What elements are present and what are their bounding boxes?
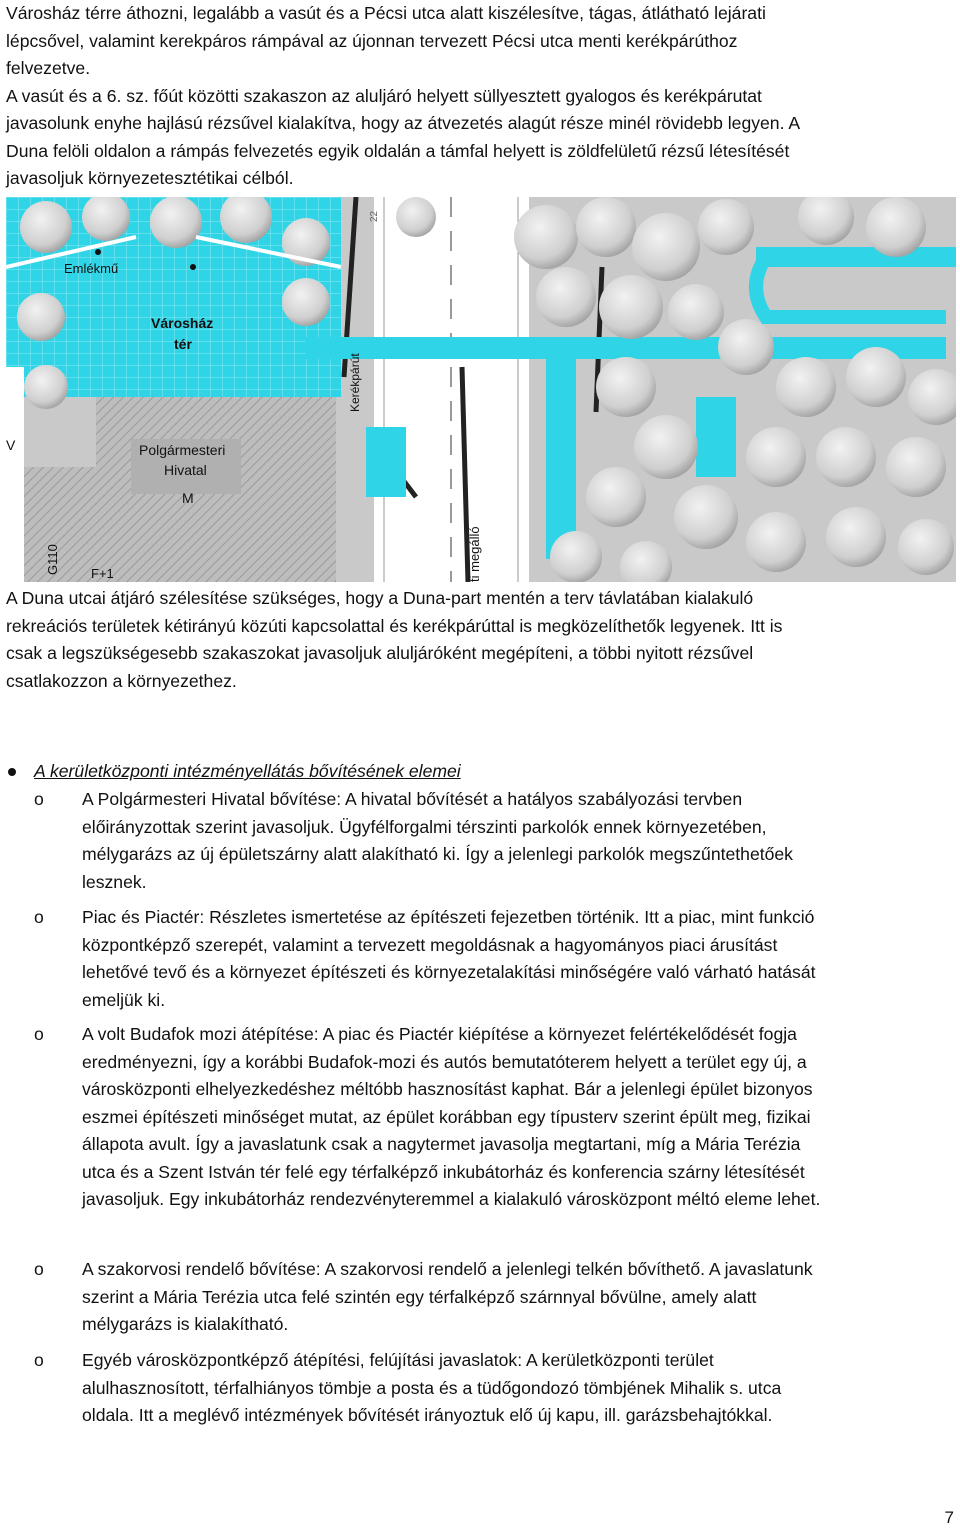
text-line: alulhasznosított, térfalhiányos tömbje a posta és a tüdőgondozó tömbjének Mihalik s. utca bbox=[82, 1377, 782, 1398]
text-line: utca és a Szent István tér felé egy térfalképző inkubátorház és konferencia szárny létesítését bbox=[82, 1161, 805, 1182]
building-code-m: M bbox=[182, 490, 194, 506]
text-line: eredményezni, így a korábbi Budafok-mozi és autós bemutatóterem helyett a terület egy új, a bbox=[82, 1051, 807, 1072]
text-line: Duna felöli oldalon a rámpás felvezetés egyik oldalán a támfal helyett is zöldfelületű rézsű létesítését bbox=[6, 140, 790, 161]
text-line: lesznek. bbox=[82, 871, 147, 892]
square-label: Városház bbox=[151, 315, 214, 331]
text-line: javasolunk enyhe hajlású rézsűvel kialakítva, hogy az átvezetés alagút része minél rövidebb legyen. A bbox=[6, 113, 801, 133]
section-heading: A kerületközponti intézményellátás bővítésének elemei bbox=[34, 761, 461, 781]
list-item-text bbox=[82, 1021, 956, 1214]
underpass-crossing bbox=[306, 337, 946, 359]
text-line: Városház térre áthozni, legalább a vasút és a Pécsi utca alatt kiszélesítve, tágas, átlátható lejárati bbox=[6, 3, 766, 23]
text-line: lehetővé tevő és a környezet építészeti és környezetalakítási minőségére való várható hatását bbox=[82, 962, 816, 982]
text-line: javasoljuk környezetesztétikai célból. bbox=[6, 168, 294, 188]
f1-label: F+1 bbox=[91, 566, 114, 581]
text-line: központképző szerepét, valamint a tervezett megoldásnak a hagyományos piaci árusítást bbox=[82, 934, 778, 955]
text-line: városközponti elhelyezkedéshez méltóbb hasznosítást kaphat. Bár a jelenlegi épület bizonyos bbox=[82, 1079, 813, 1099]
text-line: lépcsővel, valamint kerekpáros rámpával az újonnan tervezett Pécsi utca menti kerékpárúthoz bbox=[6, 30, 738, 51]
zone-v-label: V bbox=[6, 437, 16, 453]
memorial-label: Emlékmű bbox=[64, 261, 119, 276]
text-line: rekreációs területek kétirányú közúti kapcsolattal és kerékpárúttal is megközelíthetők legyenek. Itt is bbox=[6, 615, 783, 636]
small-number-label: 22 bbox=[369, 210, 380, 222]
text-line: Piac és Piactér: Részletes ismertetése az építészeti fejezetben történik. Itt a piac, mint funkció bbox=[82, 907, 815, 927]
office-label-2: Hivatal bbox=[164, 462, 207, 478]
text-line: emeljük ki. bbox=[82, 989, 166, 1010]
text-line: mélygarázs is kialakítható. bbox=[82, 1314, 289, 1334]
site-plan-drawing bbox=[6, 197, 956, 582]
g110-label: G110 bbox=[45, 544, 60, 575]
text-line: oldala. Itt a meglévő intézmények bővítését irányoztuk elő új kapu, ill. garázsbehajtókkal. bbox=[82, 1405, 773, 1425]
text-line: A vasút és a 6. sz. főút közötti szakaszon az aluljáró helyett süllyesztett gyalogos és kerékpárutat bbox=[6, 85, 762, 106]
list-item-text bbox=[82, 904, 956, 1014]
bullet-icon bbox=[8, 768, 16, 776]
text-line: csatlakozzon a környezethez. bbox=[6, 670, 237, 691]
list-marker: o bbox=[34, 1350, 44, 1370]
text-line: A Polgármesteri Hivatal bővítése: A hivatal bővítését a hatályos szabályozási tervben bbox=[82, 789, 743, 809]
text-line: Egyéb városközpontképző átépítési, felújítási javaslatok: A kerületközponti terület bbox=[82, 1350, 714, 1370]
list-marker: o bbox=[34, 1259, 44, 1279]
text-line: szerint a Mária Terézia utca felé szintén egy térfalképző szárnnyal bővülne, amely alatt bbox=[82, 1286, 757, 1307]
office-label: Polgármesteri bbox=[139, 442, 226, 458]
text-line: A volt Budafok mozi átépítése: A piac és Piactér kiépítése a környezet felértékelődését fogja bbox=[82, 1024, 797, 1044]
page-number: 7 bbox=[944, 1508, 954, 1527]
text-line: mélygarázs az új épületszárny alatt alakítható ki. Így a jelenlegi parkolók megszűntethetőek bbox=[82, 844, 793, 864]
list-item-text bbox=[82, 786, 956, 896]
text-line: előirányzottak szerint javasoljuk. Ügyfélforgalmi térszinti parkolók ennek környezetében, bbox=[82, 816, 767, 837]
site-plan-map bbox=[6, 197, 956, 582]
text-line: állapota avult. Így a javaslatunk csak a nagytermet javasolja megtartani, míg a Mária Terézia bbox=[82, 1134, 801, 1154]
text-line: eszmei építészeti minőséget mutat, az épület korábban egy típusterv szerint épült meg, fizikai bbox=[82, 1106, 811, 1127]
text-line: csak a legszükségesebb szakaszokat javasoljuk aluljáróként megépíteni, a többi nyitott rézsűvel bbox=[6, 643, 754, 663]
bike-path-label: Kerékpárút bbox=[348, 353, 362, 412]
list-marker: o bbox=[34, 789, 44, 809]
list-marker: o bbox=[34, 907, 44, 927]
after-map-paragraph bbox=[6, 585, 956, 695]
text-line: A Duna utcai átjáró szélesítése szükséges, hogy a Duna-part mentén a terv távlatában kialakuló bbox=[6, 588, 754, 608]
list-item-text bbox=[82, 1347, 956, 1430]
text-line: A szakorvosi rendelő bővítése: A szakorvosi rendelő a jelenlegi telkén bővíthető. A javaslatunk bbox=[82, 1259, 813, 1279]
road bbox=[374, 197, 529, 582]
list-marker: o bbox=[34, 1024, 44, 1044]
text-line: javasoljuk. Egy inkubátorház rendezvényteremmel a kialakuló városközpont méltó eleme lehet. bbox=[82, 1189, 821, 1209]
text-line: felvezetve. bbox=[6, 58, 91, 78]
section-heading-row bbox=[6, 758, 956, 786]
intro-paragraph bbox=[6, 0, 956, 193]
square-label-2: tér bbox=[174, 336, 192, 352]
list-item-text bbox=[82, 1256, 956, 1339]
stop-label: ti megálló bbox=[467, 526, 482, 582]
